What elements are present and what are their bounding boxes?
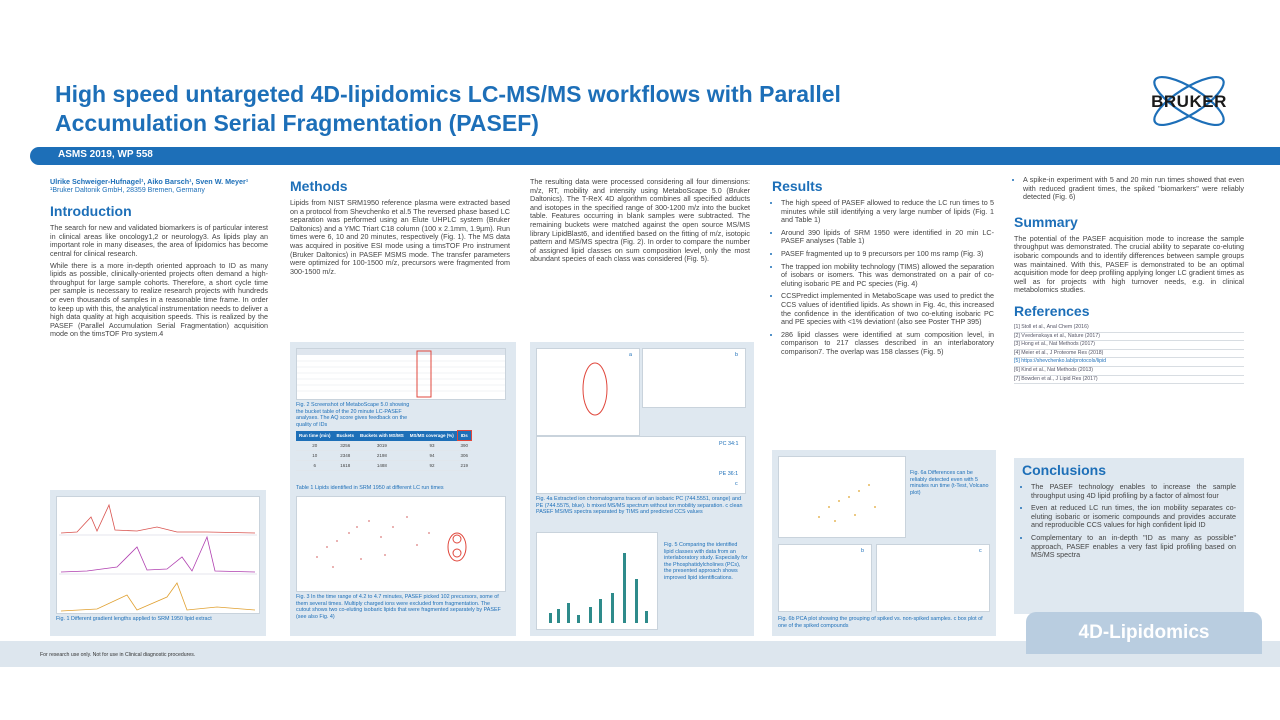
fig3-scatter xyxy=(297,497,505,591)
table-row xyxy=(296,451,471,461)
table1-cell: 2198 xyxy=(357,451,407,461)
fig4c-spectra xyxy=(536,436,746,494)
results-list xyxy=(772,199,994,357)
poster-title xyxy=(55,80,1095,138)
list-item: • PASEF fragmented up to 9 precursors per 100 ms ramp (Fig. 3) xyxy=(781,250,994,259)
bruker-logo xyxy=(1128,66,1250,136)
intro-heading: Introduction xyxy=(50,203,132,220)
fig5-bars xyxy=(537,533,657,629)
intro-paragraph-2: While there is a more in-depth oriented approach to ID as many lipids as possible, clinically-oriented projects often demand a high-throughput for large sample cohorts. Therefore, a short cycle time per sample is necessary to realize research projects with hundreds or even thousands of samples in a reasonable time frame. In order to keep up with this, the analytical instrumentation needs to deliver a high data quality at high acquisition speeds. This is realized by the PASEF (Parallel Accumulation Serial Fragmentation) acquisition mode on the timsTOF Pro system.4 xyxy=(50,260,268,339)
fig4-label-pc: PC 34:1 xyxy=(719,441,739,447)
table1-cell: 3256 xyxy=(334,441,358,451)
list-item: • The high speed of PASEF allowed to reduce the LC run times to 5 minutes while still identifying a very large number of lipids (Fig. 1 and Table 1) xyxy=(781,199,994,225)
fig4-caption: Fig. 4a Extracted ion chromatograms traces of an isobaric PC (744.5551, orange) and PE (744.5575, blue). b mixed MS/MS spectrum without ion mobility separation. c clean PASEF MS/MS spectra separated by TIMS and predicted CCS values xyxy=(536,496,743,516)
reference-link[interactable]: [5] https://shevchenko.lab/protocols/lipid xyxy=(1014,358,1244,367)
fig4-panel xyxy=(530,342,754,636)
reference-item: [2] Vvedenskaya et al., Nature (2017) xyxy=(1014,333,1244,342)
fig3-plot xyxy=(296,496,506,592)
fig1-chromatograms xyxy=(56,496,260,614)
fig2-table-graphic xyxy=(297,349,505,399)
fig2-caption: Fig. 2 Screenshot of MetaboScape 5.0 showing the bucket table of the 20 minute LC-PASEF analyses. The AQ score gives feedback on the quality of IDs xyxy=(296,402,410,428)
lipidomics-badge-text: 4D-Lipidomics xyxy=(1078,622,1210,643)
fig6-panel xyxy=(772,450,996,636)
column-conclusions xyxy=(1022,462,1236,564)
fig4b-spectrum xyxy=(642,348,746,408)
author-names: Ulrike Schweiger-Hufnagel¹, Aiko Barsch¹, Sven W. Meyer¹ xyxy=(50,177,249,186)
table1-cell: 2348 xyxy=(334,451,358,461)
table1-header: Buckets xyxy=(334,431,358,441)
fig4-label-a: a xyxy=(629,352,632,358)
table1-cell: 93 xyxy=(407,441,458,451)
fig4a-traces xyxy=(537,349,639,435)
fig2-screenshot xyxy=(296,348,506,400)
results-heading: Results xyxy=(772,178,823,194)
table1-cell: 94 xyxy=(407,451,458,461)
conclusions-heading: Conclusions xyxy=(1022,462,1107,478)
fig1-panel xyxy=(50,490,266,636)
table1-cell: 10 xyxy=(296,451,334,461)
table1-cell: 20 xyxy=(296,441,334,451)
reference-item: [7] Bowden et al., J Lipid Res (2017) xyxy=(1014,376,1244,385)
processing-paragraph: The resulting data were processed considering all four dimensions: m/z, RT, mobility and intensity using MetaboScape 5.0 (Bruker Daltonics). The T-ReX 4D algorithm combines all specified adducts and isotopes in the specified range of 300-1200 m/z into the bucket table. Features occurring in blank samples were subtracted. The remaining buckets were matched against the open source MS/MS library LipidBlast6, and identified based on the fitting of m/z, isotopic pattern and MS/MS spectra (Fig. 2). In order to compare the number of assigned lipid classes on sum composition level, only the most abundant species of each class was considered (Fig. 5). xyxy=(530,177,750,264)
reference-item: [4] Meier et al., J Proteome Res (2018) xyxy=(1014,350,1244,359)
table1-grid xyxy=(296,430,472,471)
fig4-label-pe: PE 36:1 xyxy=(719,471,739,477)
fig5-bar-chart xyxy=(536,532,658,630)
fig6-label-b: b xyxy=(861,548,864,554)
list-item: • The trapped ion mobility technology (TIMS) allowed the separation of isobars or isomers. This was demonstrated on a pair of co-eluting isobaric PE and PC species (Fig. 4) xyxy=(781,263,994,289)
column-results xyxy=(772,178,994,361)
header-band xyxy=(30,147,1280,165)
table1-cell: 219 xyxy=(457,461,471,471)
conclusions-list xyxy=(1022,483,1236,560)
table-row xyxy=(296,461,471,471)
table1-caption: Table 1 Lipids identified in SRM 1950 at different LC run times xyxy=(296,485,444,491)
list-item: • A spike-in experiment with 5 and 20 min run times showed that even with reduced gradient times, the spiked "biomarkers" were reliably detected (Fig. 6) xyxy=(1023,176,1244,202)
fig6c-boxplot xyxy=(876,544,990,612)
summary-heading: Summary xyxy=(1014,213,1078,230)
fig4-label-c: c xyxy=(735,481,738,487)
spike-list xyxy=(1014,176,1244,202)
title-line-1: High speed untargeted 4D-lipidomics LC-MS/MS workflows with Parallel xyxy=(55,81,841,107)
fig6a-caption: Fig. 6a Differences can be reliably detected even with 5 minutes run time (t-Test, Volcano plot) xyxy=(910,470,989,496)
reference-item: [1] Stoll et al., Anal Chem (2016) xyxy=(1014,324,1244,333)
list-item: • Around 390 lipids of SRM 1950 were identified in 20 min LC-PASEF analyses (Table 1) xyxy=(781,229,994,246)
table1-cell: 306 xyxy=(457,451,471,461)
fig5-caption: Fig. 5 Comparing the identified lipid classes with data from an interlaboratory study. Especially for the Phosphatidylcholines (PCs), the presented approach shows improved lipid identifications. xyxy=(664,542,748,581)
table1-header: Run time (min) xyxy=(296,431,334,441)
table1-header: Buckets with MS/MS xyxy=(357,431,407,441)
fig4a-chromatogram xyxy=(536,348,640,436)
fig6-label-c: c xyxy=(979,548,982,554)
column-intro xyxy=(50,178,268,342)
footer-disclaimer: For research use only. Not for use in Clinical diagnostic procedures. xyxy=(40,652,196,658)
table1-cell: 390 xyxy=(457,441,471,451)
methods-heading: Methods xyxy=(290,178,348,194)
fig6b-pca xyxy=(778,544,872,612)
table1-header: MS/MS coverage (%) xyxy=(407,431,458,441)
list-item: • 286 lipid classes were identified at sum composition level, in comparison to 217 classes described in an interlaboratory comparison7. The overlap was 158 classes (Fig. 5) xyxy=(781,331,994,357)
table1 xyxy=(296,430,506,471)
lipidomics-badge xyxy=(1026,612,1262,654)
reference-item: [6] Kind et al., Nat Methods (2013) xyxy=(1014,367,1244,376)
fig1-traces xyxy=(57,497,259,613)
table1-cell: 6 xyxy=(296,461,334,471)
references-heading: References xyxy=(1014,302,1090,319)
table-row xyxy=(296,441,471,451)
reference-item: [3] Hong et al., Nat Methods (2017) xyxy=(1014,341,1244,350)
methods-figures-panel xyxy=(290,342,516,636)
conference-label: ASMS 2019, WP 558 xyxy=(58,149,153,160)
fig6a-volcano xyxy=(778,456,906,538)
table1-cell: 1488 xyxy=(357,461,407,471)
fig3-caption: Fig. 3 In the time range of 4.2 to 4.7 minutes, PASEF picked 102 precursors, some of them several times. Multiply charged ions were excluded from fragmentation. The cutout shows two co-eluting isobaric lipids that were fragmented separately by PASEF (see also Fig. 4) xyxy=(296,594,501,620)
title-line-2: Accumulation Serial Fragmentation (PASEF) xyxy=(55,110,539,136)
fig4-label-b: b xyxy=(735,352,738,358)
list-item: • Complementary to an in-depth "ID as many as possible" approach, PASEF enables a very fast lipid profiling based on MS/MS spectra xyxy=(1031,534,1236,560)
methods-paragraph: Lipids from NIST SRM1950 reference plasma were extracted based on a protocol from Shevchenko et al.5 The reversed phase based LC separation was performed using an Elute UHPLC system (Bruker Daltonics) and a YMC Triart C18 column (100 x 2.1mm, 1.9µm). Run times were 6, 10 and 20 minutes, respectively (Fig. 1). The MS data was acquired in positive ESI mode using a timsTOF Pro instrument (Bruker Daltonics) in PASEF MSMS mode. The transfer parameters were optimized for 100-1500 m/z, precursors were fragmented from 300-1500 m/z. xyxy=(290,198,510,276)
table1-header: IDs xyxy=(457,431,471,441)
table1-cell: 1618 xyxy=(334,461,358,471)
author-affiliation: ¹Bruker Daltonik GmbH, 28359 Bremen, Germany xyxy=(50,186,205,194)
column-methods xyxy=(290,178,510,279)
fig6a-points xyxy=(779,457,905,537)
list-item: • The PASEF technology enables to increase the sample throughput using 4D lipid profiling by a factor of almost four xyxy=(1031,483,1236,500)
fig1-caption: Fig. 1 Different gradient lengths applied to SRM 1950 lipid extract xyxy=(56,616,212,622)
list-item: • CCSPredict implemented in MetaboScape was used to predict the CCS values of identified lipids. As shown in Fig. 4c, this increased the confidence in the identification of two co-eluting isobaric PC and PE species with <1% deviation! (also see Poster THP 395) xyxy=(781,292,994,326)
logo-text: BRUKER xyxy=(1151,92,1227,111)
column-summary xyxy=(1014,176,1244,384)
table1-cell: 3019 xyxy=(357,441,407,451)
list-item: • Even at reduced LC run times, the ion mobility separates co-eluting isobaric or isomeric compounds and provides accurate and reproducible CCS values for high confident lipid ID xyxy=(1031,504,1236,530)
column-processing xyxy=(530,178,750,267)
table1-cell: 92 xyxy=(407,461,458,471)
summary-paragraph: The potential of the PASEF acquisition mode to increase the sample throughput was demonstrated. The crucial ability to separate co-eluting isobaric compounds and to identify differences between sample groups was maintained. With this, PASEF is demonstrated to be an optimal acquisition mode for deep profiling applying longer LC gradient times as well as for projects with high turnover needs, e.g. in clinical metabolomics studies. xyxy=(1014,233,1244,295)
fig6b-caption: Fig. 6b PCA plot showing the grouping of spiked vs. non-spiked samples. c box plot of one of the spiked compounds xyxy=(778,616,983,629)
intro-paragraph-1: The search for new and validated biomarkers is of particular interest in clinical areas like oncology1,2 or neurology3. As lipids play an important role in many diseases, the area of lipidomics has become central for clinical research. xyxy=(50,223,268,258)
